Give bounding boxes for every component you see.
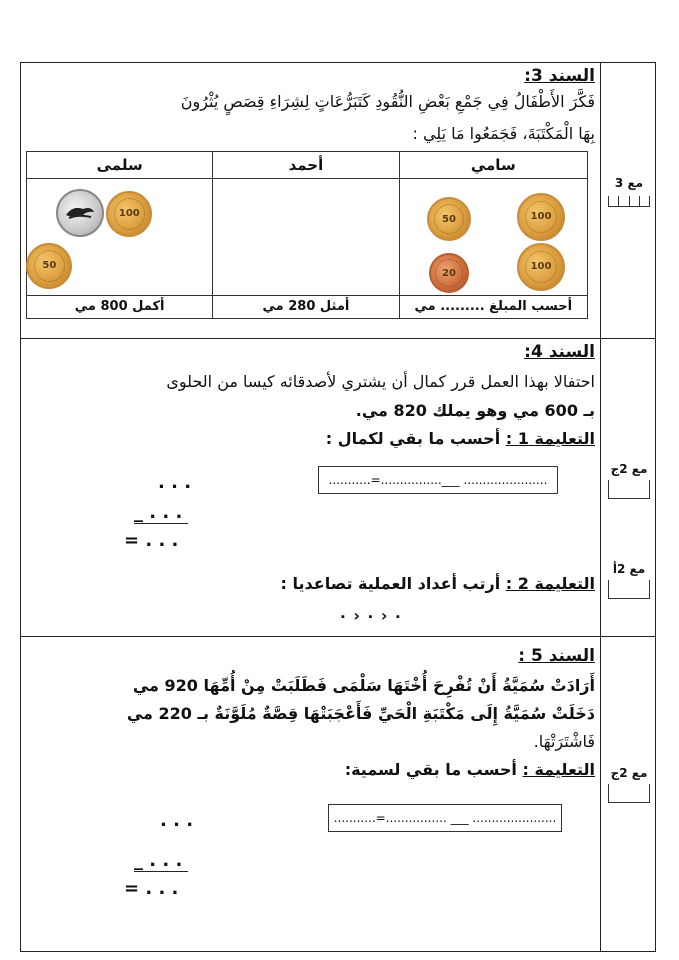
s5-calc-row1[interactable]: . . .: [160, 810, 194, 831]
coin-20-icon: 20: [429, 253, 469, 293]
s5-line2: دَخَلَتْ سُمَيَّةُ إِلَى مَكْتَبَةِ الْحَيِّ فَأَعْجَبَتْهَا قِصَّةٌ مُلَوَّنَةٌ بـ 220 مي: [126, 704, 595, 723]
s3-title: السند 3:: [524, 66, 595, 86]
s5-task: التعليمة : أحسب ما بقي لسمية:: [344, 760, 595, 779]
s4-answer-box[interactable]: ...........=................___ ......................: [318, 466, 558, 494]
grade-s4-1: مع 2ج: [608, 462, 650, 499]
cell-sami-coins: [399, 179, 587, 296]
coin-dinar-icon: [56, 189, 104, 237]
s4-calc-row1[interactable]: . . .: [158, 472, 192, 493]
coin-50-icon: 50: [26, 243, 72, 289]
footer-ahmed: أمثل 280 مي: [213, 296, 399, 319]
coin-50-icon: 50: [427, 197, 471, 241]
s5-calc-row3[interactable]: = . . .: [124, 878, 179, 899]
section-divider-2: [20, 636, 656, 637]
grade-s3: مع 3: [608, 176, 650, 207]
s4-task1: التعليمة 1 : أحسب ما بقي لكمال :: [325, 429, 595, 448]
s4-task2: التعليمة 2 : أرتب أعداد العملية تصاعديا :: [280, 574, 595, 593]
footer-salma: أكمل 800 مي: [27, 296, 213, 319]
cell-salma-coins: [27, 179, 213, 296]
s4-title: السند 4:: [524, 342, 595, 362]
s3-line2: بِهَا الْمَكْتَبَةَ، فَجَمَعُوا مَا يَلِي :: [412, 124, 595, 143]
s5-line3: فَاشْتَرَتْهَا.: [533, 732, 595, 751]
coins-table: [26, 151, 588, 319]
s5-line1: أَرَادَتْ سُمَيَّةُ أَنْ تُفْرِحَ أُخْتَهَا سَلْمَى فَطَلَبَتْ مِنْ أُمِّهَا 920 مي: [132, 676, 595, 695]
s4-line1: احتفالا بهذا العمل قرر كمال أن يشتري لأصدقائه كيسا من الحلوى: [166, 372, 595, 391]
s5-answer-box[interactable]: ...........=................ ___ ......................: [328, 804, 562, 832]
header-ahmed: أحمد: [213, 152, 399, 179]
s4-calc-row3[interactable]: = . . .: [124, 530, 179, 551]
s5-title: السند 5 :: [518, 646, 595, 666]
s3-line1: فَكَّرَ الأَطْفَالُ فِي جَمْعِ بَعْضِ النُّقُودِ كَتَبَرُّعَاتٍ لِشِرَاءِ قِصَصٍ يُثْرُونَ: [180, 92, 595, 111]
footer-sami: أحسب المبلغ ......... مي: [399, 296, 587, 319]
s5-calc-row2[interactable]: _ . . .: [134, 850, 188, 872]
section-divider-1: [20, 338, 656, 339]
s4-calc-row2[interactable]: _ . . .: [134, 502, 188, 524]
coin-100-icon: 100: [106, 191, 152, 237]
grade-s4-2: مع 2أ: [608, 562, 650, 599]
grade-s5: مع 2ج: [608, 766, 650, 803]
s4-order-row[interactable]: ٠ ‹ ٠ ‹ ٠: [338, 606, 403, 625]
header-salma: سلمى: [27, 152, 213, 179]
coin-100-icon: 100: [517, 193, 565, 241]
header-sami: سامي: [399, 152, 587, 179]
s4-line2: بـ 600 مي وهو يملك 820 مي.: [355, 401, 595, 420]
cell-ahmed-coins[interactable]: [213, 179, 399, 296]
coin-100-icon: 100: [517, 243, 565, 291]
